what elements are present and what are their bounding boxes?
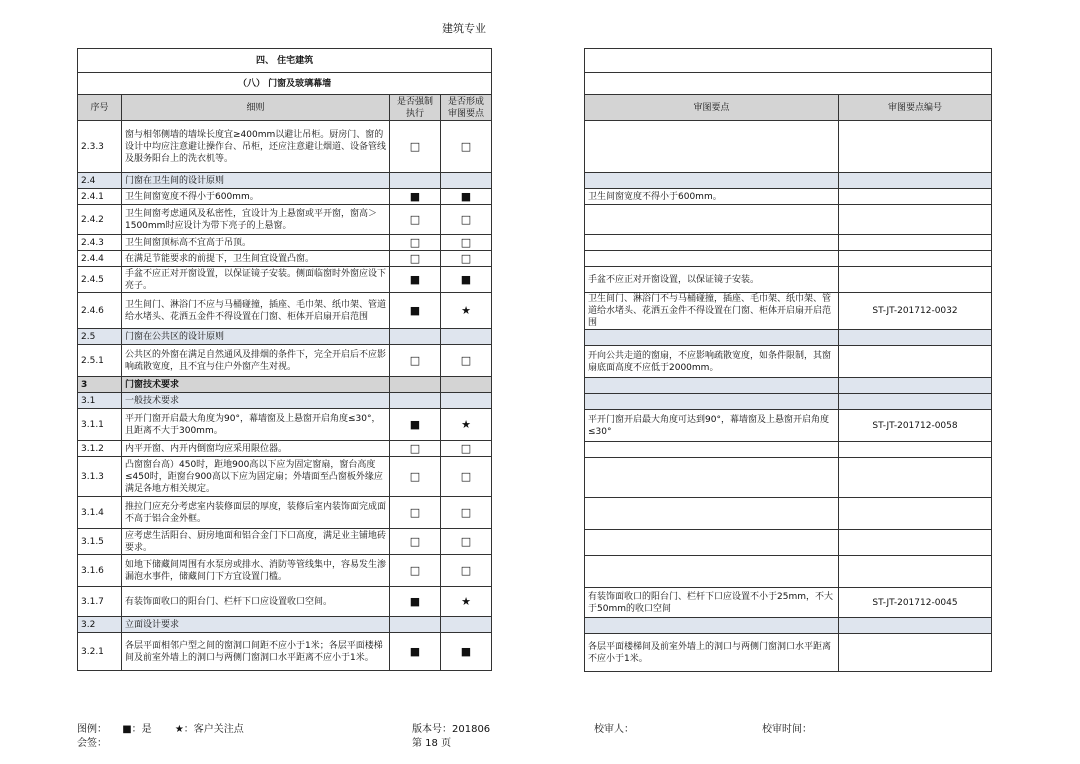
table-row — [78, 251, 492, 267]
right-blank-row — [585, 49, 992, 73]
table-row — [78, 293, 492, 329]
table-row — [78, 377, 492, 393]
row-number: 3.1.3 — [78, 457, 122, 497]
review-time-label: 校审时间： — [762, 724, 812, 735]
row-review-point-mark: □ — [441, 235, 492, 251]
countersign-label: 会签： — [77, 738, 107, 749]
row-review-point-mark: ■ — [441, 267, 492, 293]
row-rule: 有装饰面收口的阳台门、栏杆下口应设置收口空间。 — [122, 587, 390, 617]
row-rule: 公共区的外窗在满足自然通风及排烟的条件下，完全开启后不应影响疏散宽度，且不宜与住户外窗产生对视。 — [122, 345, 390, 377]
row-rule: 手盆不应正对开窗设置，以保证镜子安装。侧面临窗时外窗应设下亮子。 — [122, 267, 390, 293]
row-number: 3.1.6 — [78, 555, 122, 587]
row-rule: 推拉门应充分考虑室内装修面层的厚度，装修后室内装饰面完成面不高于铝合金外框。 — [122, 497, 390, 529]
legend-filled: ■：是 — [122, 724, 152, 735]
table-row — [78, 173, 492, 189]
review-row — [585, 346, 992, 378]
row-mandatory-mark: ■ — [390, 267, 441, 293]
row-review-code — [839, 498, 992, 530]
table-row — [78, 121, 492, 173]
row-mandatory-mark — [390, 377, 441, 393]
col-header-mandatory: 是否强制执行 — [390, 95, 441, 121]
review-row — [585, 189, 992, 205]
row-review-point-mark: □ — [441, 251, 492, 267]
table-row — [78, 409, 492, 441]
review-table — [584, 48, 992, 672]
col-header-no: 序号 — [78, 95, 122, 121]
row-review-point-mark: □ — [441, 205, 492, 235]
review-row — [585, 634, 992, 672]
table-row — [78, 587, 492, 617]
table-row — [78, 441, 492, 457]
row-review-text: 平开门窗开启最大角度可达到90°，幕墙窗及上悬窗开启角度≤30° — [585, 410, 839, 442]
row-review-point-mark — [441, 377, 492, 393]
row-review-text — [585, 556, 839, 588]
row-review-point-mark — [441, 173, 492, 189]
row-review-code — [839, 378, 992, 394]
review-row — [585, 530, 992, 556]
row-review-code — [839, 458, 992, 498]
col-header-review-text: 审图要点 — [585, 95, 839, 121]
row-rule: 如地下储藏间周围有水泵房或排水、消防等管线集中，容易发生渗漏泡水事件，储藏间门下方宜设置门槛。 — [122, 555, 390, 587]
row-review-text — [585, 458, 839, 498]
review-row — [585, 394, 992, 410]
review-row — [585, 458, 992, 498]
row-review-text: 各层平面楼梯间及前室外墙上的洞口与两侧门窗洞口水平距离不应小于1米。 — [585, 634, 839, 672]
review-row — [585, 293, 992, 330]
row-number: 3.1.4 — [78, 497, 122, 529]
row-review-code — [839, 267, 992, 293]
row-rule: 窗与相邻侧墙的墙垛长度宜≥400mm以避让吊柜。厨房门、窗的设计中均应注意避让操作台、吊柜，还应注意避让烟道、设备管线及服务阳台上的洗衣机等。 — [122, 121, 390, 173]
row-review-point-mark — [441, 329, 492, 345]
row-review-point-mark: □ — [441, 457, 492, 497]
reviewer-label: 校审人： — [594, 724, 634, 735]
row-review-code — [839, 121, 992, 173]
table-row — [78, 267, 492, 293]
table-row — [78, 555, 492, 587]
row-review-text — [585, 330, 839, 346]
row-mandatory-mark: ■ — [390, 293, 441, 329]
review-row — [585, 205, 992, 235]
row-review-text: 卫生间门、淋浴门不与马桶碰撞，插座、毛巾架、纸巾架、管道给水堵头、花洒五金件不得设置在门窗、柜体开启扇开启范围 — [585, 293, 839, 330]
table-row — [78, 205, 492, 235]
table-row — [78, 329, 492, 345]
row-rule: 卫生间窗宽度不得小于600mm。 — [122, 189, 390, 205]
row-number: 2.4.1 — [78, 189, 122, 205]
row-review-text: 开向公共走道的窗扇，不应影响疏散宽度，如条件限制，其窗扇底面高度不应低于2000mm。 — [585, 346, 839, 378]
row-review-code: ST-JT-201712-0045 — [839, 588, 992, 618]
row-review-text — [585, 442, 839, 458]
row-mandatory-mark: ■ — [390, 409, 441, 441]
row-review-code — [839, 394, 992, 410]
row-rule: 一般技术要求 — [122, 393, 390, 409]
review-row — [585, 121, 992, 173]
row-mandatory-mark: □ — [390, 345, 441, 377]
row-rule: 内平开窗、内开内倒窗均应采用限位器。 — [122, 441, 390, 457]
table-row — [78, 345, 492, 377]
row-rule: 卫生间窗顶标高不宜高于吊顶。 — [122, 235, 390, 251]
row-review-point-mark: □ — [441, 121, 492, 173]
row-review-point-mark: ★ — [441, 293, 492, 329]
row-review-code: ST-JT-201712-0032 — [839, 293, 992, 330]
review-row — [585, 173, 992, 189]
col-header-review-point: 是否形成审图要点 — [441, 95, 492, 121]
row-review-point-mark: □ — [441, 529, 492, 555]
row-review-text — [585, 205, 839, 235]
table-row — [78, 617, 492, 633]
row-rule: 门窗在卫生间的设计原则 — [122, 173, 390, 189]
table-row — [78, 529, 492, 555]
row-rule: 立面设计要求 — [122, 617, 390, 633]
row-number: 3.1 — [78, 393, 122, 409]
row-review-text — [585, 394, 839, 410]
row-number: 3 — [78, 377, 122, 393]
row-number: 2.3.3 — [78, 121, 122, 173]
row-review-text — [585, 530, 839, 556]
row-number: 2.4 — [78, 173, 122, 189]
row-number: 2.4.3 — [78, 235, 122, 251]
review-row — [585, 330, 992, 346]
row-rule: 应考虑生活阳台、厨房地面和铝合金门下口高度，满足业主铺地砖要求。 — [122, 529, 390, 555]
row-mandatory-mark — [390, 329, 441, 345]
review-row — [585, 498, 992, 530]
row-review-code — [839, 173, 992, 189]
right-blank-row — [585, 73, 992, 95]
section-title: 四、 住宅建筑 — [78, 49, 492, 73]
legend-label: 图例： — [77, 724, 107, 735]
row-number: 2.4.4 — [78, 251, 122, 267]
table-row — [78, 393, 492, 409]
row-mandatory-mark: □ — [390, 121, 441, 173]
table-row — [78, 633, 492, 671]
row-rule: 卫生间窗考虑通风及私密性，宜设计为上悬窗或平开窗，窗高＞1500mm时应设计为带下亮子的上悬窗。 — [122, 205, 390, 235]
row-number: 2.4.6 — [78, 293, 122, 329]
row-number: 2.5.1 — [78, 345, 122, 377]
row-review-point-mark: ■ — [441, 633, 492, 671]
row-number: 3.1.2 — [78, 441, 122, 457]
col-header-review-code: 审图要点编号 — [839, 95, 992, 121]
row-number: 3.2 — [78, 617, 122, 633]
row-mandatory-mark: □ — [390, 457, 441, 497]
discipline-header: 建筑专业 — [442, 22, 486, 35]
row-review-point-mark: □ — [441, 345, 492, 377]
row-review-point-mark: ★ — [441, 409, 492, 441]
review-row — [585, 410, 992, 442]
row-review-text — [585, 498, 839, 530]
row-review-code — [839, 530, 992, 556]
review-row — [585, 235, 992, 251]
row-rule: 平开门窗开启最大角度为90°，幕墙窗及上悬窗开启角度≤30°，且距离不大于300mm。 — [122, 409, 390, 441]
row-mandatory-mark: □ — [390, 235, 441, 251]
row-review-text — [585, 251, 839, 267]
row-review-text — [585, 235, 839, 251]
row-mandatory-mark: □ — [390, 555, 441, 587]
row-number: 3.1.7 — [78, 587, 122, 617]
row-review-code: ST-JT-201712-0058 — [839, 410, 992, 442]
table-row — [78, 497, 492, 529]
review-row — [585, 588, 992, 618]
rules-table — [77, 48, 492, 671]
row-review-text: 手盆不应正对开窗设置，以保证镜子安装。 — [585, 267, 839, 293]
row-mandatory-mark: □ — [390, 497, 441, 529]
row-review-point-mark: □ — [441, 441, 492, 457]
table-row — [78, 235, 492, 251]
row-mandatory-mark — [390, 393, 441, 409]
row-review-code — [839, 634, 992, 672]
row-number: 2.4.5 — [78, 267, 122, 293]
row-mandatory-mark — [390, 617, 441, 633]
row-review-point-mark: □ — [441, 555, 492, 587]
row-review-code — [839, 235, 992, 251]
row-rule: 门窗技术要求 — [122, 377, 390, 393]
row-review-text — [585, 121, 839, 173]
row-review-point-mark — [441, 617, 492, 633]
row-rule: 各层平面相邻户型之间的窗洞口间距不应小于1米；各层平面楼梯间及前室外墙上的洞口与两侧门窗洞口水平距离不应小于1米。 — [122, 633, 390, 671]
row-review-text: 有装饰面收口的阳台门、栏杆下口应设置不小于25mm，不大于50mm的收口空间 — [585, 588, 839, 618]
row-number: 3.1.1 — [78, 409, 122, 441]
row-review-point-mark: ★ — [441, 587, 492, 617]
row-review-code — [839, 442, 992, 458]
subsection-title: （八） 门窗及玻璃幕墙 — [78, 73, 492, 95]
review-row — [585, 442, 992, 458]
row-review-point-mark: ■ — [441, 189, 492, 205]
row-number: 3.1.5 — [78, 529, 122, 555]
row-review-code — [839, 618, 992, 634]
table-row — [78, 457, 492, 497]
row-mandatory-mark: □ — [390, 251, 441, 267]
review-row — [585, 556, 992, 588]
row-rule: 在满足节能要求的前提下，卫生间宜设置凸窗。 — [122, 251, 390, 267]
row-mandatory-mark: ■ — [390, 189, 441, 205]
table-row — [78, 189, 492, 205]
row-review-code — [839, 205, 992, 235]
row-rule: 凸窗窗台高）450时，距地900高以下应为固定窗扇，窗台高度≤450时，距窗台900高以下应为固定扇；外墙面至凸窗板外缘应满足各地方相关规定。 — [122, 457, 390, 497]
row-review-point-mark: □ — [441, 497, 492, 529]
row-rule: 卫生间门、淋浴门不应与马桶碰撞，插座、毛巾架、纸巾架、管道给水堵头、花洒五金件不得设置在门窗、柜体开启扇开启范围 — [122, 293, 390, 329]
row-review-code — [839, 346, 992, 378]
row-mandatory-mark: ■ — [390, 633, 441, 671]
row-review-code — [839, 189, 992, 205]
review-row — [585, 618, 992, 634]
review-row — [585, 251, 992, 267]
row-review-code — [839, 556, 992, 588]
row-review-code — [839, 330, 992, 346]
page-number: 第 18 页 — [412, 738, 452, 749]
row-number: 2.4.2 — [78, 205, 122, 235]
review-row — [585, 378, 992, 394]
row-review-text — [585, 618, 839, 634]
row-review-text: 卫生间窗宽度不得小于600mm。 — [585, 189, 839, 205]
row-rule: 门窗在公共区的设计原则 — [122, 329, 390, 345]
review-row — [585, 267, 992, 293]
row-review-code — [839, 251, 992, 267]
row-mandatory-mark: □ — [390, 529, 441, 555]
row-mandatory-mark: □ — [390, 441, 441, 457]
row-review-text — [585, 173, 839, 189]
version-label: 版本号：201806 — [412, 724, 491, 735]
col-header-rule: 细则 — [122, 95, 390, 121]
legend-star: ★：客户关注点 — [174, 724, 244, 735]
row-mandatory-mark — [390, 173, 441, 189]
row-review-text — [585, 378, 839, 394]
row-review-point-mark — [441, 393, 492, 409]
row-number: 3.2.1 — [78, 633, 122, 671]
row-mandatory-mark: □ — [390, 205, 441, 235]
row-mandatory-mark: ■ — [390, 587, 441, 617]
row-number: 2.5 — [78, 329, 122, 345]
